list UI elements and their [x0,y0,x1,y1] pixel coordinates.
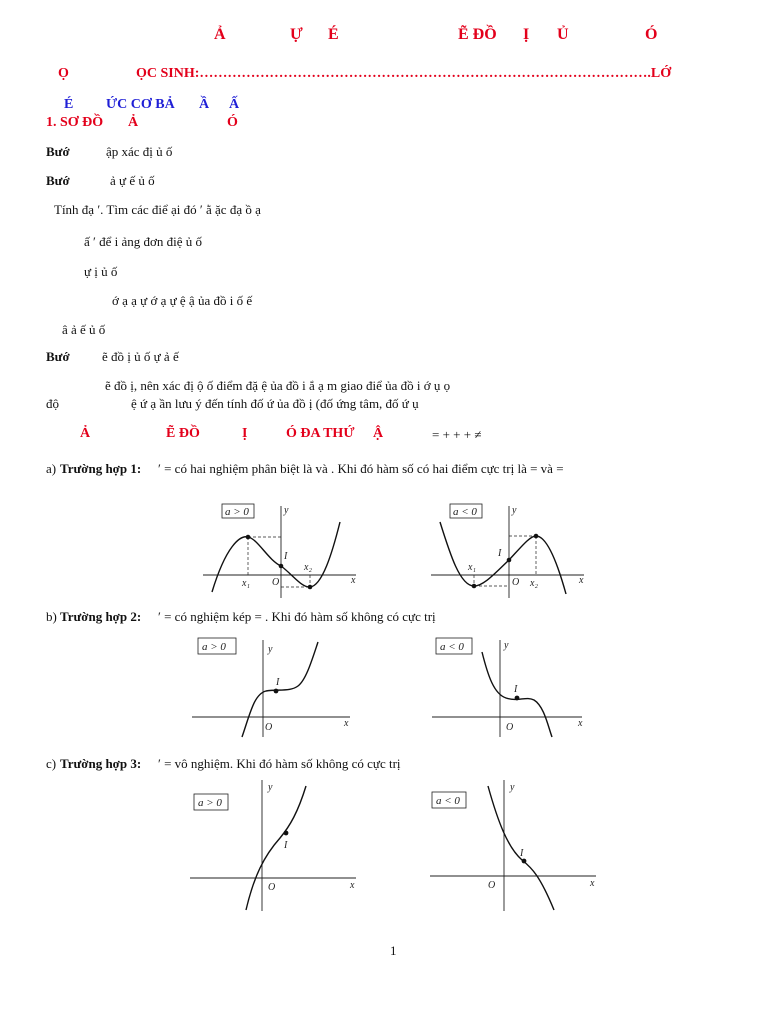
y-label: y [512,505,517,516]
graph-case1-a-positive [198,500,363,600]
step3-line-g-left: độ [46,396,59,411]
a-negative-label: a < 0 [453,506,477,518]
min-point [472,584,477,589]
x-label: x [579,575,584,586]
y-label: y [504,640,509,651]
y-label: y [284,505,289,516]
x-label: x [351,575,356,586]
x1-label: x₁ [468,562,476,573]
cubic-curve [246,786,306,910]
x2-label: x₂ [304,562,312,573]
case3-prefix: c) [46,756,57,771]
origin-label: O [512,577,520,588]
origin-label: O [265,722,273,733]
inflection-point [284,831,289,836]
y-label: y [268,644,273,655]
a-positive-label: a > 0 [198,797,222,809]
section1-part-1: É [64,97,74,112]
step2-line-a: Tính đạ ′. Tìm các điể ại đó ′ ằ ặc đạ ồ ạ [54,202,261,217]
step3-line-g: ệ ứ ạ ần lưu ý đến tính đố ứ ủa đồ ị (đố ứng tâm, đố ứ ụ [131,396,419,411]
case2-prefix: b) [46,609,57,624]
section1-part-3: Ầ [199,97,210,112]
section1-part-2: ỨC CƠ BẢ [106,97,175,112]
min-point [308,585,313,590]
subsection1-heading: 1. SƠ ĐỒ [46,115,104,130]
inflection-label: I [498,548,502,559]
step1-label: Bướ [46,144,70,159]
x-label: x [344,718,349,729]
origin-label: O [488,880,496,891]
case1-text: ′ = có hai nghiệm phân biệt là và . Khi đó hàm số có hai điểm cực trị là = và = [158,461,564,476]
title-part-6: Ủ [557,26,569,43]
case3-label: Trường hợp 3: [60,756,142,771]
x-label: x [590,878,595,889]
inflection-point [515,696,520,701]
section2-part-5: Ậ [373,426,384,441]
inflection-point [274,689,279,694]
step2-line-b: ấ ′ để i ảng đơn điệ ủ ố [84,234,203,249]
x1-label: x₁ [242,578,250,589]
title-part-5: Ị [523,26,530,43]
section2-part-3: Ị [242,426,248,441]
case3-text: ′ = vô nghiệm. Khi đó hàm số không có cực trị [158,756,401,771]
step3-line-f: ẽ đồ ị, nên xác đị ộ ố điểm đặ ệ ủa đồ i ắ ạ m giao điể ủa đồ i ớ ụ ọ [105,378,451,393]
step2-line-c: ự ị ủ ố [84,264,118,279]
graph-case2-a-positive [190,634,360,739]
case1-label: Trường hợp 1: [60,461,142,476]
inflection-label: I [276,677,280,688]
cubic-curve [242,642,318,737]
step2-label: Bướ [46,173,70,188]
step2-line-e: â ả ế ủ ố [62,322,106,337]
graph-case3-a-negative [428,776,603,911]
origin-label: O [506,722,514,733]
origin-label: O [272,577,280,588]
title-part-1: Ả [214,26,226,43]
case2-text: ′ = có nghiệm kép = . Khi đó hàm số không có cực trị [158,609,436,624]
a-positive-label: a > 0 [202,641,226,653]
inflection-label: I [284,551,288,562]
step3-label: Bướ [46,349,70,364]
section2-equation: = + + + ≠ [432,427,482,442]
x-label: x [578,718,583,729]
student-prefix: Ọ [58,66,69,81]
page-number: 1 [390,943,397,958]
subsection1-part-1: Ả [128,115,139,130]
step3-text: ẽ đồ ị ủ ố ự ả ế [102,349,179,364]
inflection-label: I [520,848,524,859]
max-point [534,534,539,539]
section1-part-4: Ấ [229,97,240,112]
cubic-curve [440,522,566,594]
step1-text: ập xác đị ủ ố [106,144,173,159]
title-part-2: Ự [290,26,303,43]
inflection-point [507,558,512,563]
inflection-point [522,859,527,864]
graph-case1-a-negative [426,500,591,600]
step2-line-d: ớ ạ ạ ự ớ ạ ự ệ ậ ủa đồ i ố ế [112,293,253,308]
title-part-4: Ẽ ĐỒ [458,26,497,43]
a-negative-label: a < 0 [436,795,460,807]
case2-label: Trường hợp 2: [60,609,142,624]
subsection1-part-2: Ó [227,115,238,130]
section2-part-4: Ó ĐA THỨ [286,426,355,441]
section2-part-1: Ả [80,426,91,441]
a-negative-label: a < 0 [440,641,464,653]
x-label: x [350,880,355,891]
inflection-label: I [284,840,288,851]
title-part-3: É [328,26,339,43]
x2-label: x₂ [530,578,538,589]
case1-prefix: a) [46,461,57,476]
a-positive-label: a > 0 [225,506,249,518]
inflection-point [279,564,284,569]
student-name-line: ỌC SINH:…………………………………………………………………………………….LỚ [136,66,672,81]
y-label: y [510,782,515,793]
section2-part-2: Ẽ ĐỒ [166,426,200,441]
graph-case2-a-negative [430,634,600,739]
origin-label: O [268,882,276,893]
inflection-label: I [514,684,518,695]
step2-text: ả ự ế ủ ố [110,173,155,188]
max-point [246,535,251,540]
graph-case3-a-positive [188,776,363,911]
y-label: y [268,782,273,793]
title-part-7: Ó [645,26,658,43]
